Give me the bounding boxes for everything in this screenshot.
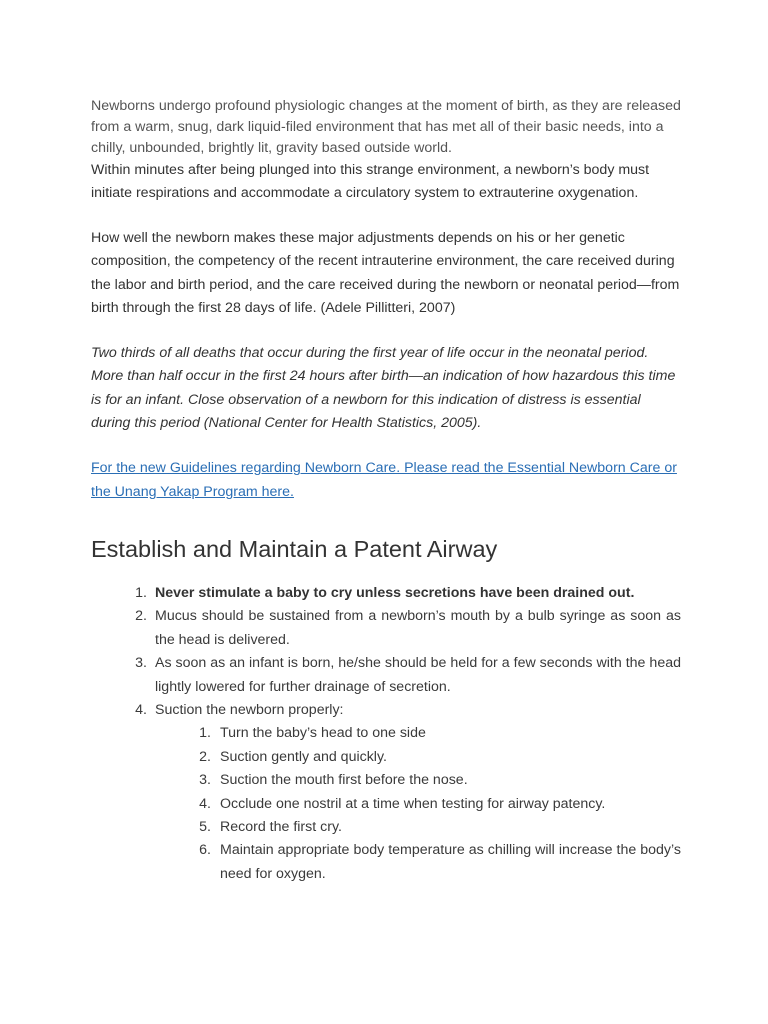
list-item-text: As soon as an infant is born, he/she should be held for a few seconds with the head lightly lowered for further drainage of secretion.: [155, 655, 681, 695]
sub-list-item-text: Record the first cry.: [220, 819, 342, 836]
sub-list-item: [155, 793, 681, 816]
list-item-text: Suction the newborn properly:: [155, 702, 344, 718]
list-item: [91, 582, 681, 605]
sub-list-item-number: 5.: [199, 819, 211, 836]
sub-list-item-text: Turn the baby’s head to one side: [220, 725, 426, 742]
list-item-text: Never stimulate a baby to cry unless secretions have been drained out.: [155, 584, 635, 601]
list-item-number: 3.: [135, 655, 147, 672]
list-item-number: 4.: [135, 702, 147, 718]
sub-list-item-text: Suction the mouth first before the nose.: [220, 772, 468, 789]
guidelines-link-paragraph: [91, 457, 681, 504]
sub-list-item-number: 4.: [199, 795, 211, 812]
sub-list-item: [155, 839, 681, 886]
sub-list-item: [155, 769, 681, 792]
intro-paragraph-1: Newborns undergo profound physiologic changes at the moment of birth, as they are released from a warm, snug, dark liquid-filed environment that has met all of their basic needs, into a chilly, unbounded, brightly lit, gravity based outside world.: [91, 98, 681, 156]
airway-steps-list: [91, 582, 681, 886]
sub-list-item-number: 3.: [199, 772, 211, 789]
guidelines-link[interactable]: For the new Guidelines regarding Newborn Care. Please read the Essential Newborn Care or the Unang Yakap Program here.: [91, 460, 677, 500]
list-item-number: 2.: [135, 608, 147, 625]
suction-steps-list: [155, 722, 681, 886]
list-item-number: 1.: [135, 584, 147, 601]
section-heading: Establish and Maintain a Patent Airway: [91, 535, 498, 562]
sub-list-item-text: Occlude one nostril at a time when testing for airway patency.: [220, 795, 606, 812]
list-item: [91, 605, 681, 652]
sub-list-item: [155, 746, 681, 769]
intro-paragraph-2: Within minutes after being plunged into this strange environment, a newborn’s body must initiate respirations and accommodate a circulatory system to extrauterine oxygenation.: [91, 162, 650, 201]
intro-paragraph-3: How well the newborn makes these major adjustments depends on his or her genetic composition, the competency of the recent intrauterine environment, the care received during the labor and birth period, and the care received during the newborn or neonatal period—from birth through the first 28 days of life. (Adele Pillitteri, 2007): [91, 230, 680, 316]
sub-list-item-text: Maintain appropriate body temperature as chilling will increase the body’s need for oxygen.: [220, 842, 681, 882]
sub-list-item-number: 1.: [199, 725, 211, 742]
sub-list-item-text: Suction gently and quickly.: [220, 748, 387, 765]
article-body: [91, 96, 681, 886]
sub-list-item: [155, 722, 681, 745]
list-item-text: Mucus should be sustained from a newborn’s mouth by a bulb syringe as soon as the head is delivered.: [155, 608, 681, 648]
list-item: [91, 652, 681, 699]
list-item: [91, 699, 681, 886]
sub-list-item-number: 2.: [199, 748, 211, 765]
statistics-paragraph: Two thirds of all deaths that occur during the first year of life occur in the neonatal period. More than half occur in the first 24 hours after birth—an indication of how hazardous this time is for an infant. Close observation of a newborn for this indication of distress is essential during this period (National Center for Health Statistics, 2005).: [91, 345, 676, 432]
sub-list-item-number: 6.: [199, 842, 211, 859]
sub-list-item: [155, 816, 681, 839]
